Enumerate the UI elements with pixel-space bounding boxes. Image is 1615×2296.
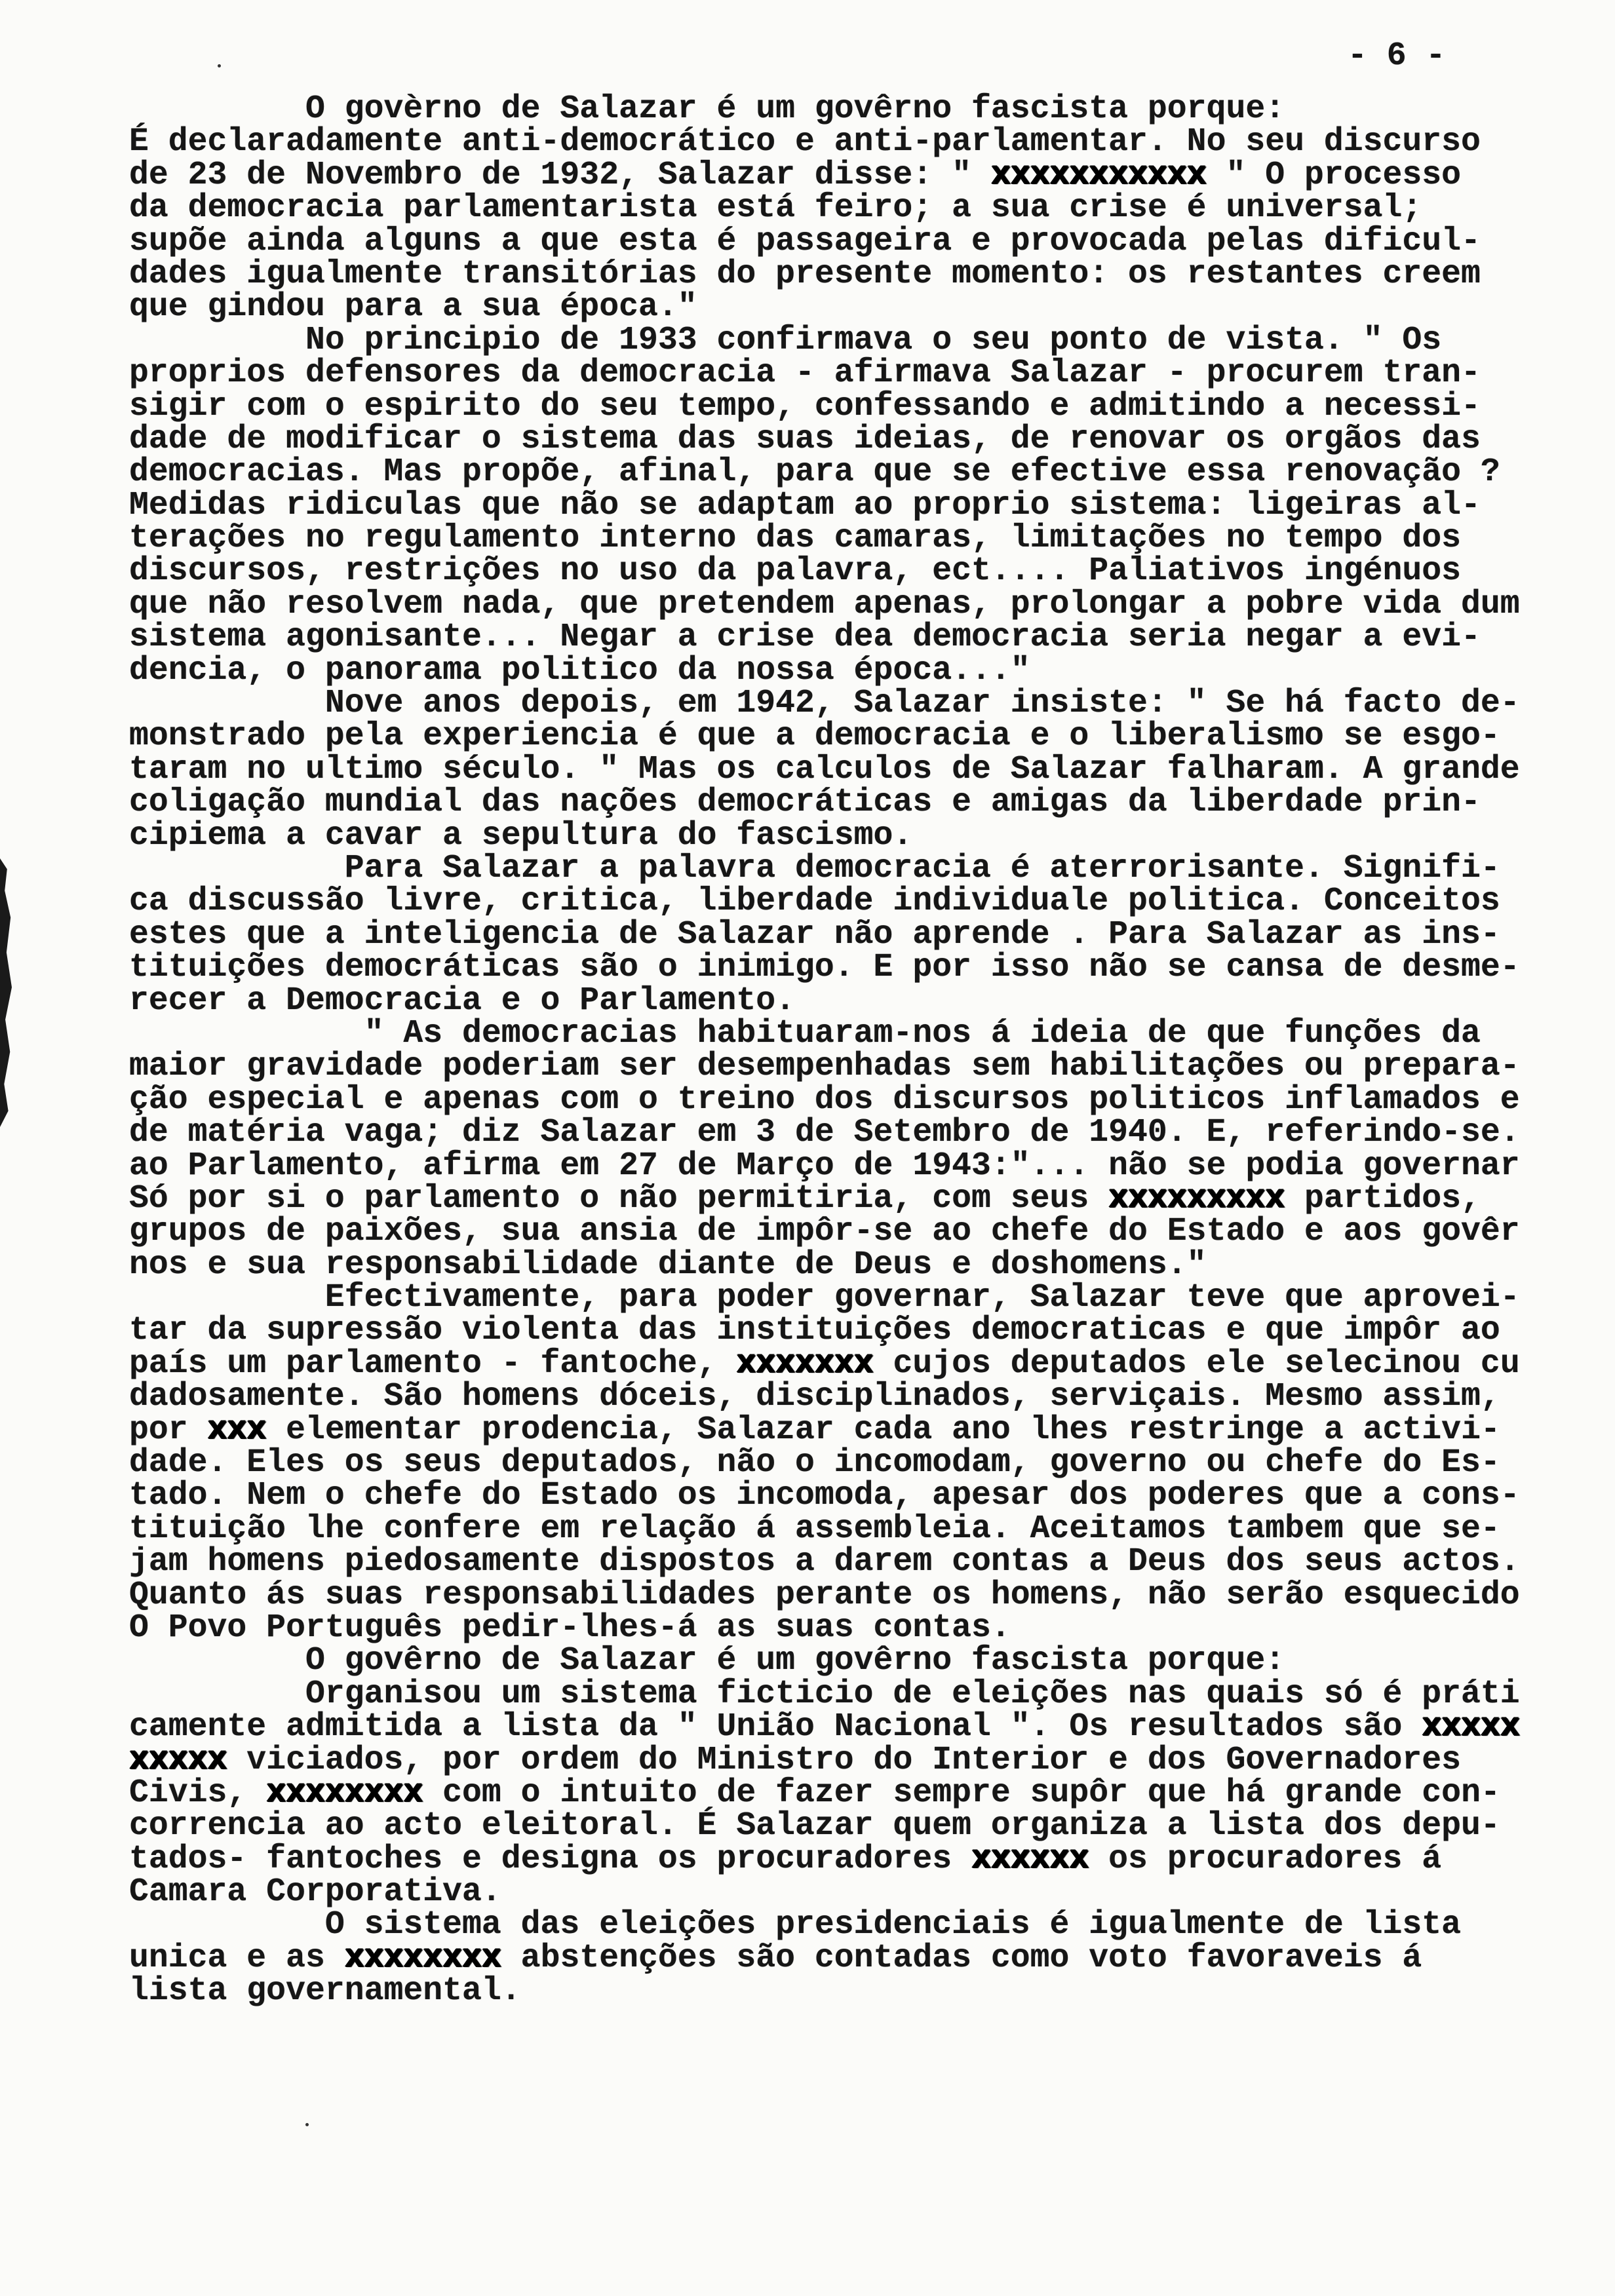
line-segment: país um parlamento - fantoche, <box>129 1345 737 1382</box>
text-line: Camara Corporativa. <box>129 1873 501 1911</box>
text-line: ção especial e apenas com o treino dos discursos politicos inflamados e <box>129 1081 1520 1118</box>
text-line: O Povo Português pedir-lhes-á as suas contas. <box>129 1609 1011 1646</box>
text-line <box>129 1939 1571 1976</box>
text-line: supõe ainda alguns a que esta é passageira e provocada pelas dificul- <box>129 222 1481 259</box>
line-segment: de 23 de Novembro de 1932, Salazar disse: " <box>129 156 991 193</box>
text-line: dade. Eles os seus deputados, não o incomodam, governo ou chefe do Es- <box>129 1444 1500 1482</box>
text-line: Nove anos depois, em 1942, Salazar insiste: " Se há facto de- <box>324 685 1520 722</box>
text-line: jam homens piedosamente dispostos a darem contas a Deus dos seus actos. <box>129 1543 1520 1580</box>
text-line: O govêrno de Salazar é um govêrno fascista porque: <box>305 1642 1285 1679</box>
text-line <box>129 1413 1571 1446</box>
text-line: proprios defensores da democracia - afirmava Salazar - procurem tran- <box>129 354 1481 392</box>
line-segment: com o intuito de fazer sempre supôr que há grande con- <box>423 1774 1500 1811</box>
line-segment: abstenções são contadas como voto favoraveis á <box>501 1939 1422 1976</box>
text-line: Efectivamente, para poder governar, Salazar teve que aprovei- <box>324 1279 1520 1316</box>
line-segment: por <box>129 1411 208 1448</box>
text-line: democracias. Mas propõe, afinal, para que se efective essa renovação ? <box>129 453 1500 491</box>
text-line: discursos, restrições no uso da palavra, ect.... Paliativos ingénuos <box>129 552 1462 590</box>
text-line: lista governamental. <box>129 1972 521 2010</box>
text-line: estes que a inteligencia de Salazar não aprende . Para Salazar as ins- <box>129 915 1500 953</box>
text-line: Medidas ridiculas que não se adaptam ao proprio sistema: ligeiras al- <box>129 486 1481 524</box>
text-line: coligação mundial das nações democráticas e amigas da liberdade prin- <box>129 784 1481 821</box>
overtyped-word: xxxxxxxxxxx <box>990 156 1207 193</box>
text-line: que não resolvem nada, que pretendem apenas, prolongar a pobre vida dum <box>129 585 1520 622</box>
text-line: Para Salazar a palavra democracia é aterrorisante. Signifi- <box>344 849 1500 887</box>
overtyped-word: xxxxxxxx <box>344 1939 501 1976</box>
text-line: Quanto ás suas responsabilidades perante os homens, não serão esquecido <box>129 1576 1520 1613</box>
text-line: dades igualmente transitórias do presente momento: os restantes creem <box>129 255 1481 292</box>
text-line: de matéria vaga; diz Salazar em 3 de Setembro de 1940. E, referindo-se. <box>129 1114 1520 1151</box>
text-line: " As democracias habituaram-nos á ideia de que funções da <box>364 1014 1481 1052</box>
overtyped-word: xxxxx <box>1422 1708 1520 1746</box>
text-line: terações no regulamento interno das camaras, limitações no tempo dos <box>129 520 1462 557</box>
line-segment: " O processo <box>1206 156 1462 193</box>
text-line: O govèrno de Salazar é um govêrno fascista porque: <box>305 90 1285 127</box>
line-segment: Só por si o parlamento o não permitiria, com seus <box>129 1179 1109 1217</box>
line-segment: camente admitida a lista da " União Nacional ". Os resultados são <box>129 1708 1422 1746</box>
text-line: taram no ultimo século. " Mas os calculos de Salazar falharam. A grande <box>129 750 1520 788</box>
text-line: ca discussão livre, critica, liberdade individuale politica. Conceitos <box>129 883 1500 920</box>
text-line: tado. Nem o chefe do Estado os incomoda, apesar dos poderes que a cons- <box>129 1477 1520 1514</box>
text-line: correncia ao acto eleitoral. É Salazar quem organiza a lista dos depu- <box>129 1807 1500 1845</box>
text-line <box>129 1347 1571 1380</box>
binding-edge-mark <box>0 858 12 1127</box>
overtyped-word: xxxxxx <box>971 1840 1089 1877</box>
text-line: tituição lhe confere em relação á assembleia. Aceitamos tambem que se- <box>129 1510 1500 1547</box>
text-line <box>129 1708 1571 1746</box>
line-segment: viciados, por ordem do Ministro do Interior e dos Governadores <box>227 1741 1462 1778</box>
text-line: sigir com o espirito do seu tempo, confessando e admitindo a necessi- <box>129 387 1481 425</box>
text-line: cipiema a cavar a sepultura do fascismo. <box>129 816 913 854</box>
text-line: da democracia parlamentarista está feiro; a sua crise é universal; <box>129 189 1422 227</box>
text-line <box>129 1776 1571 1809</box>
overtyped-word: xxxxxxxxx <box>1108 1179 1285 1217</box>
text-line: maior gravidade poderiam ser desempenhadas sem habilitações ou prepara- <box>129 1048 1520 1085</box>
text-line: monstrado pela experiencia é que a democracia e o liberalismo se esgo- <box>129 718 1500 755</box>
text-line <box>129 156 1571 193</box>
text-line: dade de modificar o sistema das suas ideias, de renovar os orgãos das <box>129 420 1481 457</box>
line-segment: elementar prodencia, Salazar cada ano lhes restringe a activi- <box>266 1411 1500 1448</box>
text-line: nos e sua responsabilidade diante de Deus e doshomens." <box>129 1246 1207 1283</box>
text-line: O sistema das eleições presidenciais é igualmente de lista <box>324 1906 1462 1943</box>
line-segment: Civis, <box>129 1774 267 1811</box>
text-line <box>129 1741 1571 1778</box>
text-line <box>129 1179 1571 1217</box>
text-line: dencia, o panorama politico da nossa época..." <box>129 651 1030 689</box>
text-line: recer a Democracia e o Parlamento. <box>129 982 796 1019</box>
text-line: No principio de 1933 confirmava o seu ponto de vista. " Os <box>305 321 1442 358</box>
line-segment: partidos, <box>1285 1179 1481 1217</box>
overtyped-word: xxxxxxx <box>736 1345 874 1382</box>
line-segment: tados- fantoches e designa os procuradores <box>129 1840 971 1877</box>
ink-speck <box>305 2123 309 2126</box>
text-line: sistema agonisante... Negar a crise dea democracia seria negar a evi- <box>129 619 1481 656</box>
text-line: tituições democráticas são o inimigo. E por isso não se cansa de desme- <box>129 949 1520 986</box>
line-segment: cujos deputados ele selecinou cu <box>873 1345 1520 1382</box>
page-number: - 6 - <box>1348 37 1446 74</box>
text-line: dadosamente. São homens dóceis, disciplinados, serviçais. Mesmo assim, <box>129 1378 1500 1415</box>
line-segment: os procuradores á <box>1089 1840 1442 1877</box>
text-line: É declaradamente anti-democrático e anti-parlamentar. No seu discurso <box>129 123 1481 161</box>
text-line: que gindou para a sua época." <box>129 288 697 326</box>
text-line: Organisou um sistema ficticio de eleições nas quais só é práti <box>305 1675 1520 1712</box>
text-line <box>129 1840 1571 1877</box>
text-line: tar da supressão violenta das instituições democraticas e que impôr ao <box>129 1312 1500 1349</box>
ink-speck <box>218 64 221 67</box>
document-body <box>129 92 1571 2008</box>
overtyped-word: xxxxx <box>129 1741 227 1778</box>
overtyped-word: xxx <box>207 1411 267 1448</box>
line-segment: unica e as <box>129 1939 345 1976</box>
text-line: grupos de paixões, sua ansia de impôr-se ao chefe do Estado e aos govêr <box>129 1213 1520 1250</box>
text-line: ao Parlamento, afirma em 27 de Março de 1943:"... não se podia governar <box>129 1147 1520 1184</box>
overtyped-word: xxxxxxxx <box>266 1774 423 1811</box>
